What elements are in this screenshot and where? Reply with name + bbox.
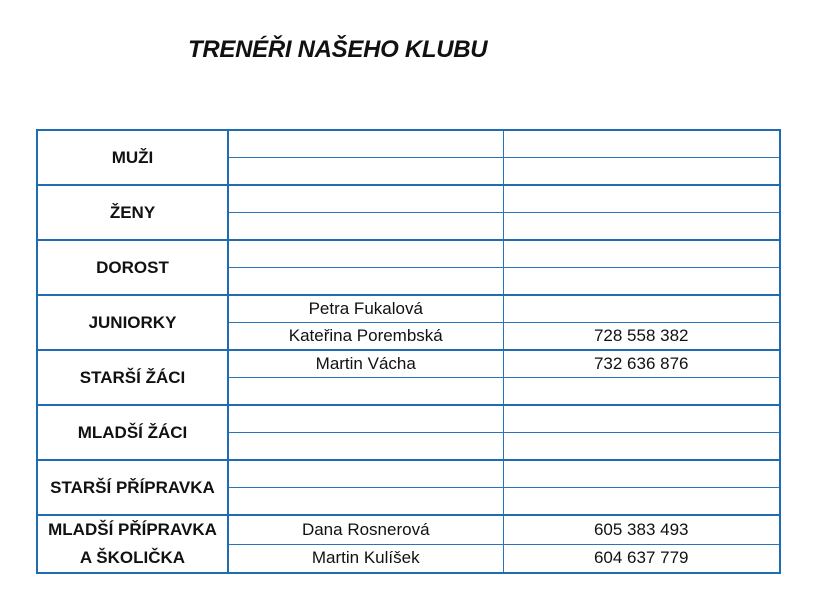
coach-phone-cell	[503, 378, 780, 406]
category-label: MLADŠÍ PŘÍPRAVKA	[48, 520, 217, 539]
category-label: MUŽI	[111, 147, 154, 167]
coaches-table	[36, 129, 781, 574]
table-row	[37, 130, 780, 158]
category-label: ŽENY	[109, 202, 156, 222]
category-cell	[37, 405, 228, 460]
category-label: JUNIORKY	[88, 312, 177, 332]
coach-name-cell: Dana Rosnerová	[228, 515, 503, 544]
coach-phone-cell	[503, 433, 780, 461]
category-label: A ŠKOLIČKA	[79, 548, 186, 567]
coach-phone-cell	[503, 295, 780, 323]
coach-phone-cell	[503, 158, 780, 186]
coach-name-cell: Petra Fukalová	[228, 295, 503, 323]
coach-phone-cell: 605 383 493	[503, 515, 780, 544]
category-cell	[37, 185, 228, 240]
category-cell	[37, 350, 228, 405]
table-row	[37, 185, 780, 213]
table-row	[37, 515, 780, 544]
coach-phone-cell: 732 636 876	[503, 350, 780, 378]
table-row	[37, 405, 780, 433]
page-title: TRENÉŘI NAŠEHO KLUBU	[188, 36, 488, 63]
category-label: STARŠÍ ŽÁCI	[79, 367, 186, 387]
coach-name-cell	[228, 433, 503, 461]
coach-name-cell: Martin Vácha	[228, 350, 503, 378]
coach-phone-cell: 604 637 779	[503, 544, 780, 573]
category-cell	[37, 295, 228, 350]
coach-name-cell	[228, 405, 503, 433]
coach-phone-cell	[503, 185, 780, 213]
coach-phone-cell	[503, 488, 780, 516]
coach-name-cell	[228, 460, 503, 488]
category-cell	[37, 460, 228, 515]
coach-phone-cell	[503, 130, 780, 158]
coach-name-cell: Martin Kulíšek	[228, 544, 503, 573]
coach-phone-cell	[503, 460, 780, 488]
category-cell	[37, 130, 228, 185]
table-row	[37, 460, 780, 488]
coach-phone-cell	[503, 405, 780, 433]
coach-phone-cell	[503, 268, 780, 296]
coach-phone-cell	[503, 240, 780, 268]
coach-name-cell	[228, 213, 503, 241]
coach-name-cell	[228, 268, 503, 296]
category-cell	[37, 240, 228, 295]
coach-name-cell	[228, 240, 503, 268]
category-label: MLADŠÍ ŽÁCI	[77, 422, 188, 442]
coach-name-cell	[228, 185, 503, 213]
coach-name-cell	[228, 130, 503, 158]
category-label: STARŠÍ PŘÍPRAVKA	[50, 477, 215, 497]
category-cell	[37, 515, 228, 573]
coach-phone-cell: 728 558 382	[503, 323, 780, 351]
coach-name-cell	[228, 488, 503, 516]
category-label: DOROST	[96, 257, 169, 277]
coach-name-cell	[228, 158, 503, 186]
table-row	[37, 240, 780, 268]
coach-name-cell	[228, 378, 503, 406]
coach-phone-cell	[503, 213, 780, 241]
coach-name-cell: Kateřina Porembská	[228, 323, 503, 351]
table-row	[37, 350, 780, 378]
table-row	[37, 295, 780, 323]
